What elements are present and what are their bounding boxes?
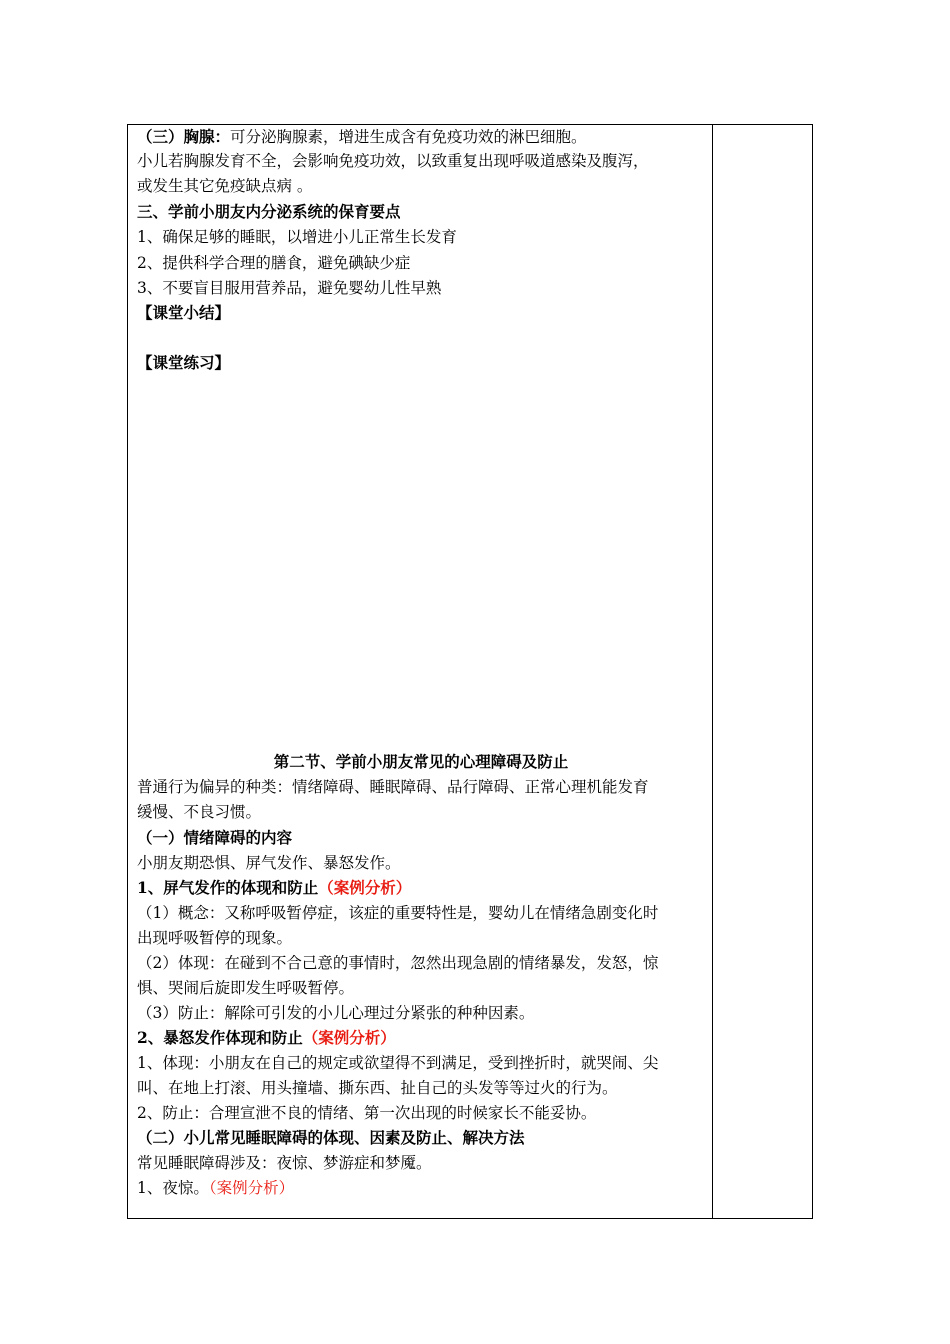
rage-heading-line <box>137 1028 705 1048</box>
lesson-table <box>127 124 813 1219</box>
rage-symptom-line1: 1、体现：小朋友在自己的规定或欲望得不到满足，受到挫折时，就哭闹、尖 <box>137 1054 659 1072</box>
breath-holding-concept-line2: 出现呼吸暂停的现象。 <box>137 929 293 947</box>
rage-symptom-line2: 叫、在地上打滚、用头撞墙、撕东西、扯自己的头发等等过火的行为。 <box>137 1079 618 1097</box>
care-point-1: 1、确保足够的睡眠，以增进小儿正常生长发育 <box>137 228 457 246</box>
breath-holding-concept-line1: （1）概念：又称呼吸暂停症，该症的重要特性是，婴幼儿在情绪急剧变化时 <box>137 904 659 922</box>
case-analysis-label: （案例分析） <box>302 1028 396 1047</box>
column-divider <box>712 125 713 1218</box>
case-analysis-label: （案例分析） <box>208 1179 295 1197</box>
thymus-note-line2: 或发生其它免疫缺点病 。 <box>137 177 313 195</box>
thymus-note-line1: 小儿若胸腺发育不全，会影响免疫功效，以致重复出现呼吸道感染及腹泻， <box>137 152 649 170</box>
emotional-disorder-heading: （一）情绪障碍的内容 <box>137 828 293 847</box>
night-terror-line <box>137 1178 705 1198</box>
care-points-heading: 三、学前小朋友内分泌系统的保育要点 <box>137 202 401 221</box>
emotional-disorder-list: 小朋友期恐惧、屏气发作、暴怒发作。 <box>137 854 401 872</box>
behavior-types-line2: 缓慢、不良习惯。 <box>137 803 262 821</box>
sleep-disorder-types: 常见睡眠障碍涉及：夜惊、梦游症和梦魇。 <box>137 1154 432 1172</box>
class-summary-heading: 【课堂小结】 <box>137 303 231 322</box>
breath-holding-prevention: （3）防止：解除可引发的小儿心理过分紧张的种种因素。 <box>137 1004 535 1022</box>
rage-heading: 2、暴怒发作体现和防止 <box>137 1028 303 1047</box>
breath-holding-symptom-line2: 惧、哭闹后旋即发生呼吸暂停。 <box>137 979 355 997</box>
sleep-disorder-heading: （二）小儿常见睡眠障碍的体现、因素及防止、解决方法 <box>137 1128 525 1147</box>
thymus-heading: （三）胸腺： <box>137 127 231 146</box>
night-terror-label: 1、夜惊。 <box>137 1179 209 1197</box>
class-practice-heading: 【课堂练习】 <box>137 353 231 372</box>
rage-prevention: 2、防止：合理宣泄不良的情绪、第一次出现的时候家长不能妥协。 <box>137 1104 597 1122</box>
thymus-line <box>137 127 705 147</box>
thymus-description: 可分泌胸腺素，增进生成含有免疫功效的淋巴细胞。 <box>230 128 587 146</box>
care-point-2: 2、提供科学合理的膳食，避免碘缺少症 <box>137 254 411 272</box>
care-point-3: 3、不要盲目服用营养品，避免婴幼儿性早熟 <box>137 279 442 297</box>
breath-holding-heading: 1、屏气发作的体现和防止 <box>137 878 319 897</box>
case-analysis-label: （案例分析） <box>318 878 412 897</box>
behavior-types-line1: 普通行为偏异的种类：情绪障碍、睡眠障碍、品行障碍、正常心理机能发育 <box>137 778 649 796</box>
section-two-title: 第二节、学前小朋友常见的心理障碍及防止 <box>273 752 569 771</box>
breath-holding-heading-line <box>137 878 705 898</box>
breath-holding-symptom-line1: （2）体现：在碰到不合己意的事情时，忽然出现急剧的情绪暴发，发怒，惊 <box>137 954 659 972</box>
